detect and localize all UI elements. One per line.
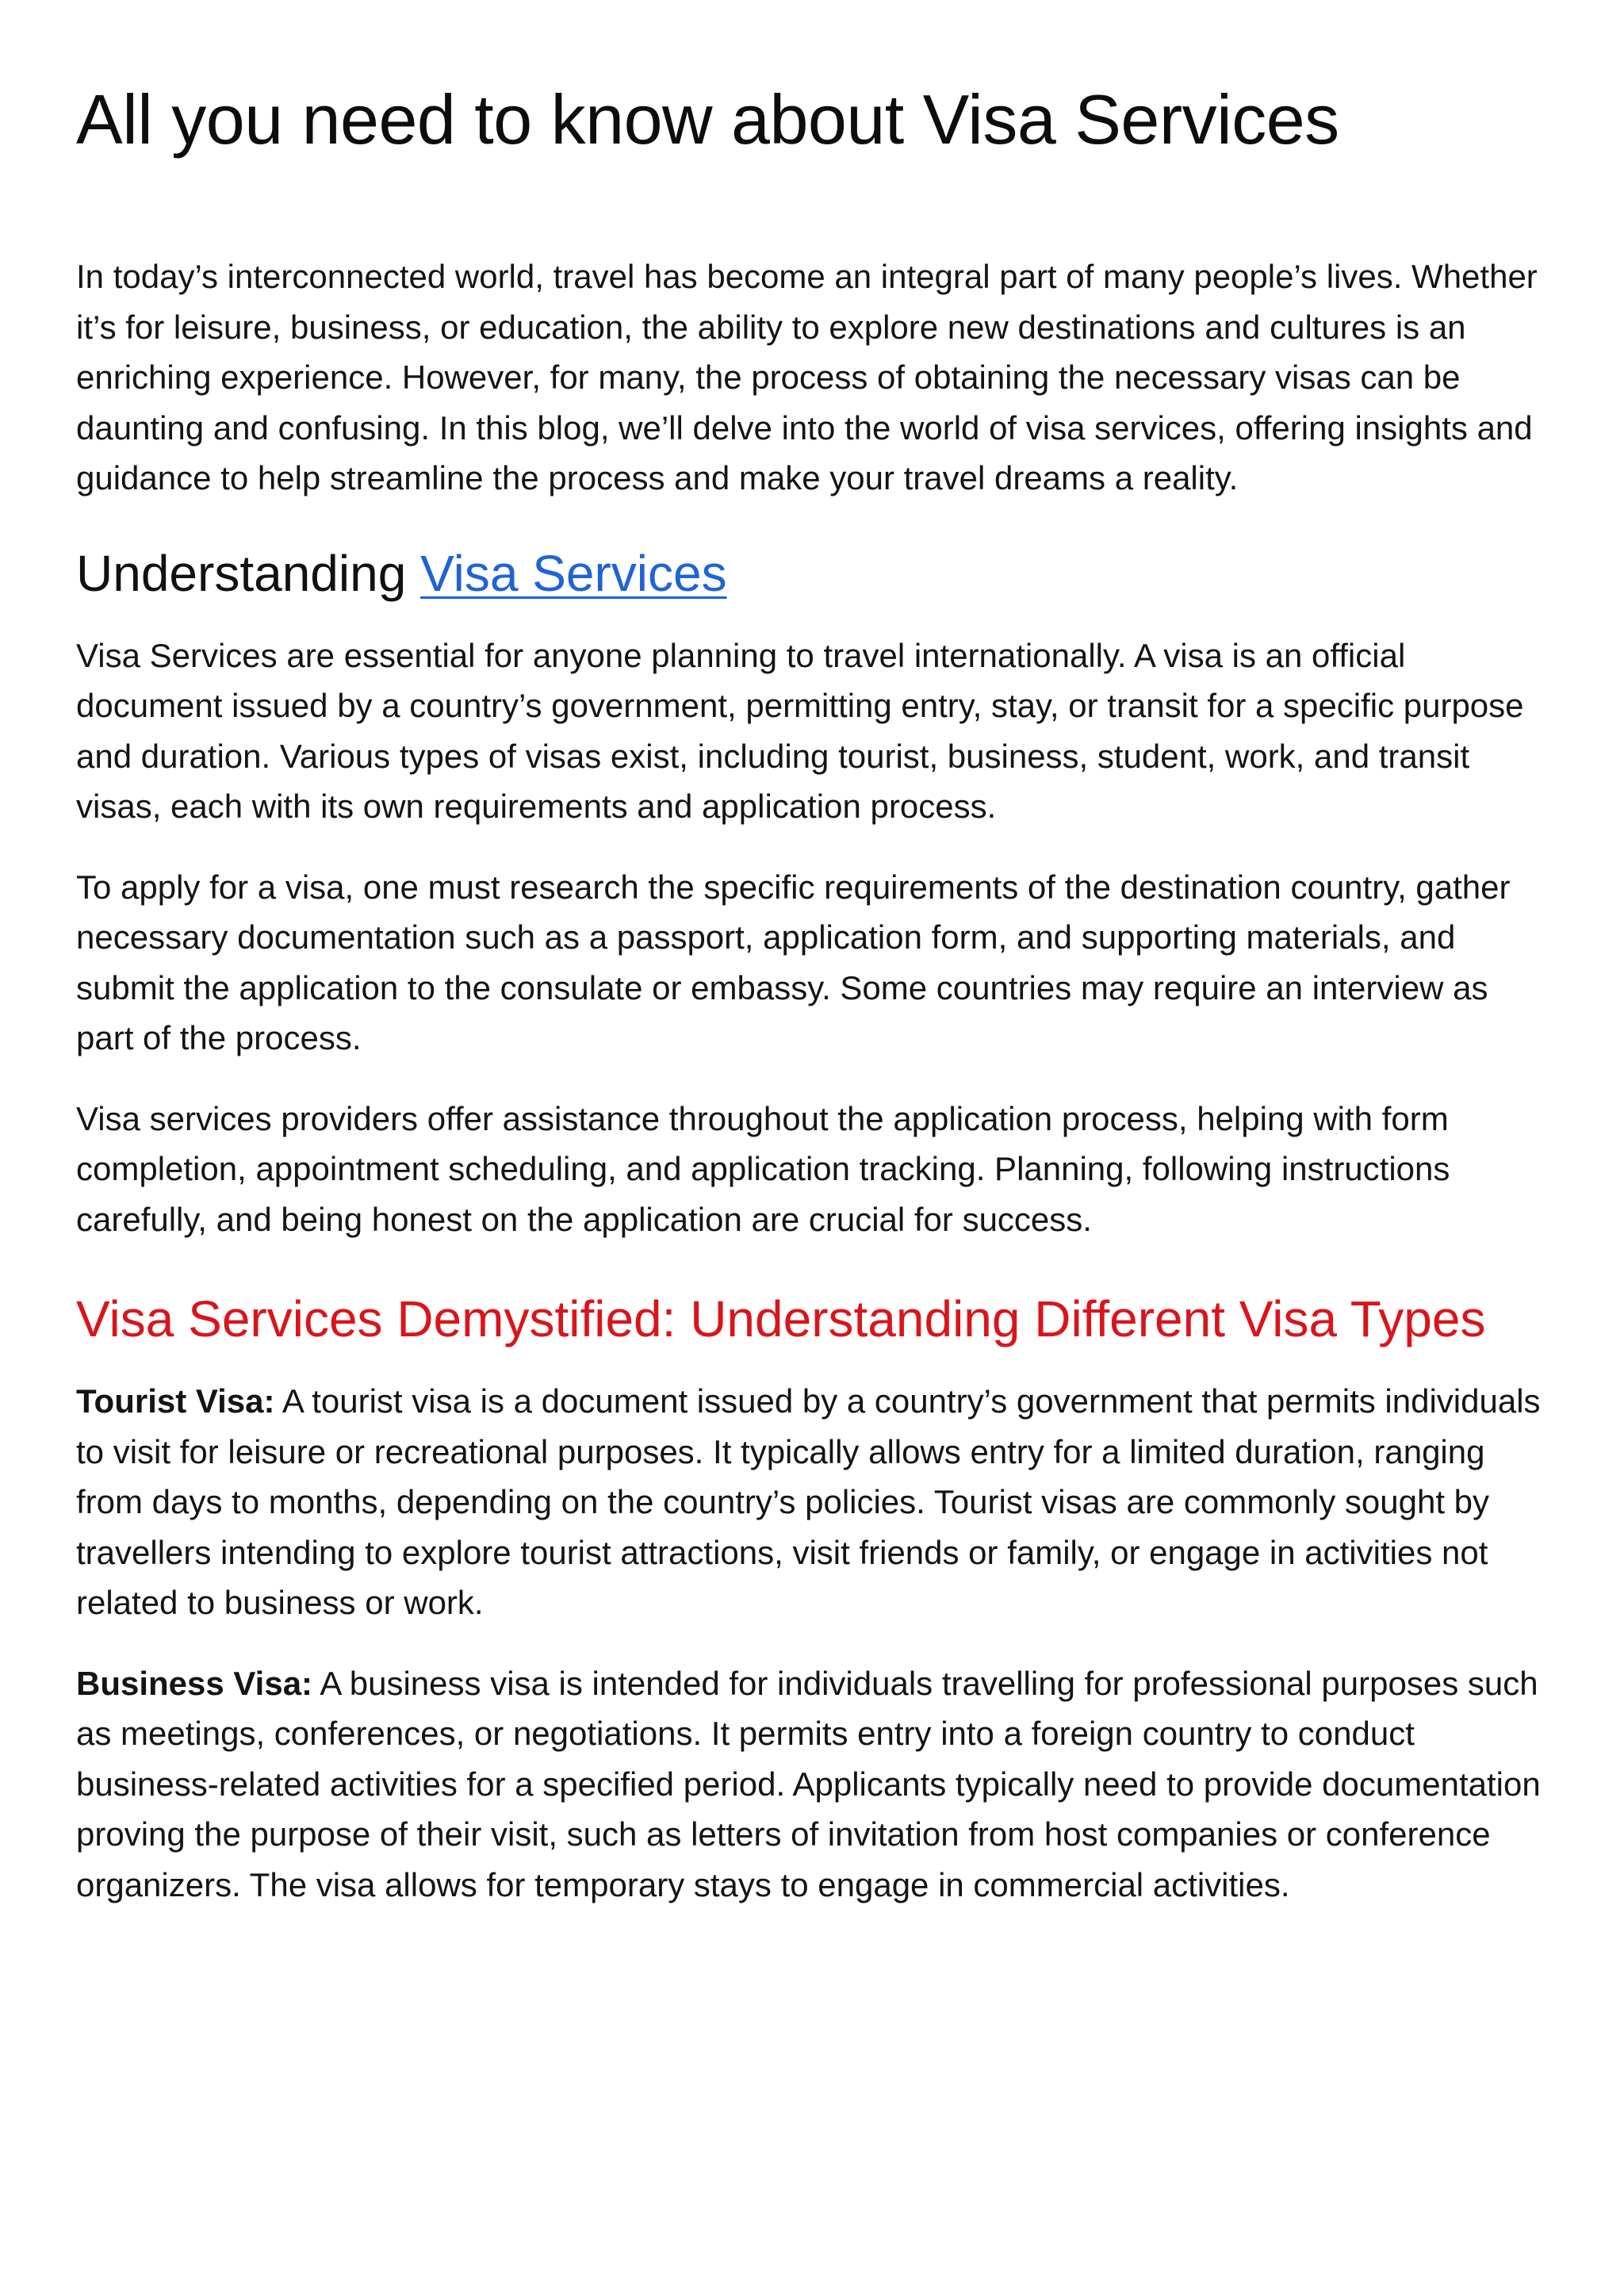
visa-services-link[interactable]: Visa Services [420, 544, 727, 602]
body-paragraph: Visa services providers offer assistance throughout the application process, helping with form completion, appointment scheduling, and application tracking. Planning, following instructions carefully, and being honest on the application are crucial for success. [76, 1099, 1450, 1238]
visa-type-description: A business visa is intended for individuals travelling for professional purposes such as meetings, conferences, or negotiations. It permits entry into a foreign country to conduct business-related activities for a specified period. Applicants typically need to provide documentation proving the purpose of their visit, such as letters of invitation from host companies or conference organizers. The visa allows for temporary stays to engage in commercial activities. [76, 1664, 1541, 1903]
intro-paragraph: In today’s interconnected world, travel has become an integral part of many people’s lives. Whether it’s for leisure, business, or education, the ability to explore new destinations and cultures is an enriching experience. However, for many, the process of obtaining the necessary visas can be daunting and confusing. In this blog, we’ll delve into the world of visa services, offering insights and guidance to help streamline the process and make your travel dreams a reality. [76, 258, 1538, 497]
visa-type-tourist [76, 1376, 1548, 1628]
visa-type-label: Tourist Visa: [76, 1382, 275, 1420]
page-title: All you need to know about Visa Services [76, 80, 1339, 159]
section-heading-visa-types: Visa Services Demystified: Understanding Different Visa Types [76, 1290, 1486, 1348]
visa-type-business [76, 1658, 1548, 1911]
section-heading-understanding [76, 540, 1548, 607]
visa-type-label: Business Visa: [76, 1664, 313, 1702]
section-heading-prefix: Understanding [76, 544, 421, 602]
body-paragraph: To apply for a visa, one must research the specific requirements of the destination country, gather necessary documentation such as a passport, application form, and supporting materials, and submit the application to the consulate or embassy. Some countries may require an interview as part of the process. [76, 868, 1511, 1057]
body-paragraph: Visa Services are essential for anyone planning to travel internationally. A visa is an official document issued by a country’s government, permitting entry, stay, or transit for a specific purpose and duration. Various types of visas exist, including tourist, business, student, work, and transit visas, each with its own requirements and application process. [76, 636, 1524, 826]
visa-type-description: A tourist visa is a document issued by a country’s government that permits individuals to visit for leisure or recreational purposes. It typically allows entry for a limited duration, ranging from days to months, depending on the country’s policies. Tourist visas are commonly sought by travellers intending to explore tourist attractions, visit friends or family, or engage in activities not related to business or work. [76, 1382, 1541, 1622]
